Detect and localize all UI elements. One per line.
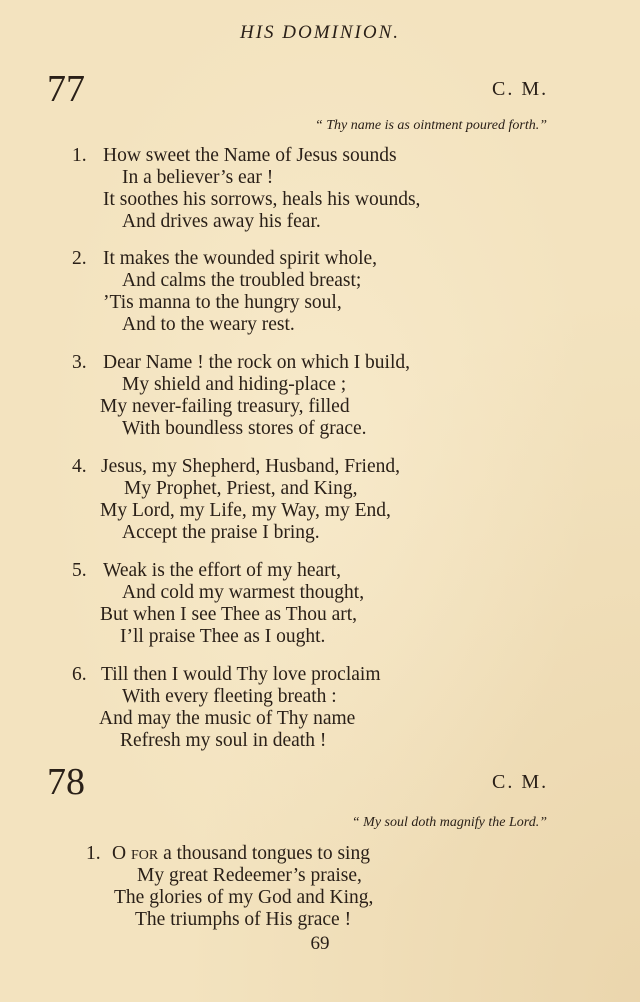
- verse-line: My great Redeemer’s praise,: [137, 865, 362, 886]
- verse-number: 6.: [72, 664, 87, 685]
- verse-line: With boundless stores of grace.: [122, 418, 367, 439]
- verse-line: But when I see Thee as Thou art,: [100, 604, 358, 625]
- verse-line: Accept the praise I bring.: [122, 522, 320, 543]
- verse-line: Dear Name ! the rock on which I build,: [103, 352, 411, 373]
- verse-line: Jesus, my Shepherd, Husband, Friend,: [101, 456, 400, 477]
- verse-line: My Lord, my Life, my Way, my End,: [100, 500, 391, 521]
- verse-line: And drives away his fear.: [122, 211, 321, 232]
- verse-line: The glories of my God and King,: [114, 887, 374, 908]
- verse-number: 1.: [86, 843, 101, 864]
- verse-line: And to the weary rest.: [122, 314, 295, 335]
- verse-line: I’ll praise Thee as I ought.: [120, 626, 326, 647]
- hymn-number: 78: [47, 761, 85, 803]
- hymn-meter: C. M.: [492, 771, 549, 793]
- verse-line: Till then I would Thy love proclaim: [101, 664, 381, 685]
- verse-line: How sweet the Name of Jesus sounds: [103, 145, 397, 166]
- verse-number: 1.: [72, 145, 87, 166]
- verse-line: Weak is the effort of my heart,: [103, 560, 341, 581]
- hymn-epigraph: “ Thy name is as ointment poured forth.”: [314, 118, 547, 133]
- verse-line: My Prophet, Priest, and King,: [124, 478, 358, 499]
- verse-line: ’Tis manna to the hungry soul,: [103, 292, 342, 313]
- verse-line: Refresh my soul in death !: [120, 730, 327, 751]
- verse-line: My shield and hiding-place ;: [122, 374, 347, 395]
- verse-line: [112, 843, 370, 865]
- hymn-epigraph: “ My soul doth magnify the Lord.”: [351, 815, 547, 830]
- verse-line: It makes the wounded spirit whole,: [103, 248, 378, 269]
- hymn-meter: C. M.: [492, 78, 549, 100]
- verse-number: 3.: [72, 352, 87, 373]
- verse-line-rest: a thousand tongues to sing: [158, 843, 370, 864]
- verse-line: And cold my warmest thought,: [122, 582, 365, 603]
- first-words: O for: [112, 843, 159, 864]
- verse-line: My never-failing treasury, filled: [100, 396, 350, 417]
- running-head: HIS DOMINION.: [239, 22, 401, 43]
- verse-line: The triumphs of His grace !: [135, 909, 352, 930]
- verse-number: 2.: [72, 248, 87, 269]
- verse-line: In a believer’s ear !: [122, 167, 274, 188]
- hymn-number: 77: [47, 68, 85, 110]
- verse-number: 4.: [72, 456, 87, 477]
- verse-line: And may the music of Thy name: [99, 708, 356, 729]
- page-number: 69: [310, 933, 330, 954]
- verse-line: With every fleeting breath :: [122, 686, 337, 707]
- verse-line: It soothes his sorrows, heals his wounds,: [103, 189, 421, 210]
- verse-line: And calms the troubled breast;: [122, 270, 362, 291]
- verse-number: 5.: [72, 560, 87, 581]
